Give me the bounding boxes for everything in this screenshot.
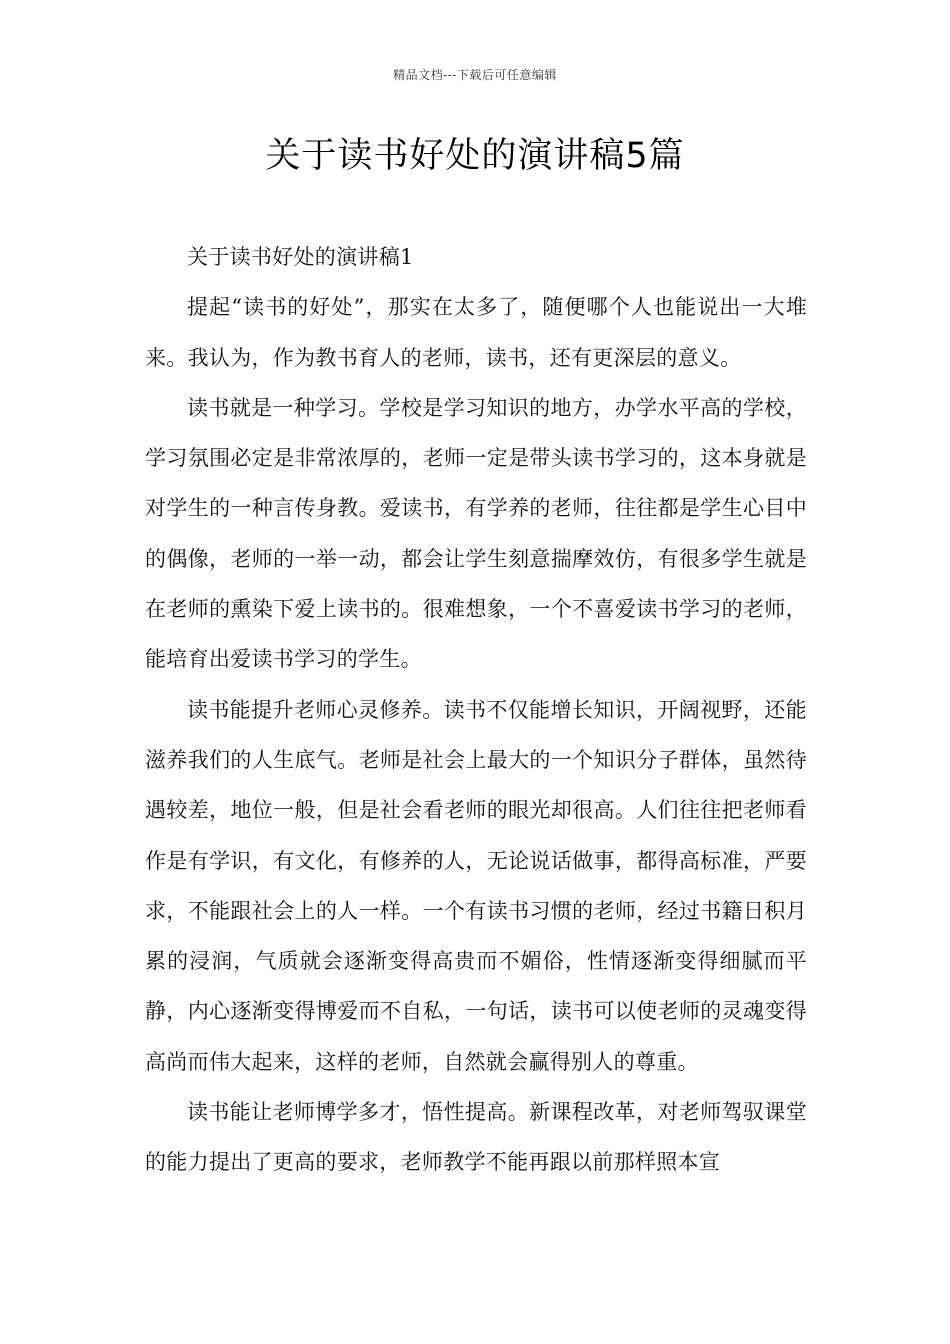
document-title: 关于读书好处的演讲稿5篇: [265, 136, 685, 176]
paragraph-3: 读书能提升老师心灵修养。读书不仅能增长知识，开阔视野，还能滋养我们的人生底气。老师是社会上最大的一个知识分子群体，虽然待遇较差，地位一般，但是社会看老师的眼光却很高。人们往往把老师看作是有学识，有文化，有修养的人，无论说话做事，都得高标准，严要求，不能跟社会上的人一样。一个有读书习惯的老师，经过书籍日积月累的浸润，气质就会逐渐变得高贵而不媚俗，性情逐渐变得细腻而平静，内心逐渐变得博爱而不自私，一句话，读书可以使老师的灵魂变得高尚而伟大起来，这样的老师，自然就会赢得别人的尊重。: [145, 697, 807, 1074]
header-note: 精品文档---下载后可任意编辑: [393, 68, 557, 82]
section-heading: 关于读书好处的演讲稿1: [187, 245, 414, 269]
document-body: [145, 232, 807, 1188]
paragraph-4: 读书能让老师博学多才，悟性提高。新课程改革，对老师驾驭课堂的能力提出了更高的要求，老师教学不能再跟以前那样照本宣: [145, 1100, 807, 1175]
paragraph-1: 提起“读书的好处”，那实在太多了，随便哪个人也能说出一大堆来。我认为，作为教书育人的老师，读书，还有更深层的意义。: [145, 295, 807, 370]
paragraph-2: 读书就是一种学习。学校是学习知识的地方，办学水平高的学校，学习氛围必定是非常浓厚的，老师一定是带头读书学习的，这本身就是对学生的一种言传身教。爱读书，有学养的老师，往往都是学生心目中的偶像，老师的一举一动，都会让学生刻意揣摩效仿，有很多学生就是在老师的熏染下爱上读书的。很难想象，一个不喜爱读书学习的老师，能培育出爱读书学习的学生。: [145, 395, 807, 672]
